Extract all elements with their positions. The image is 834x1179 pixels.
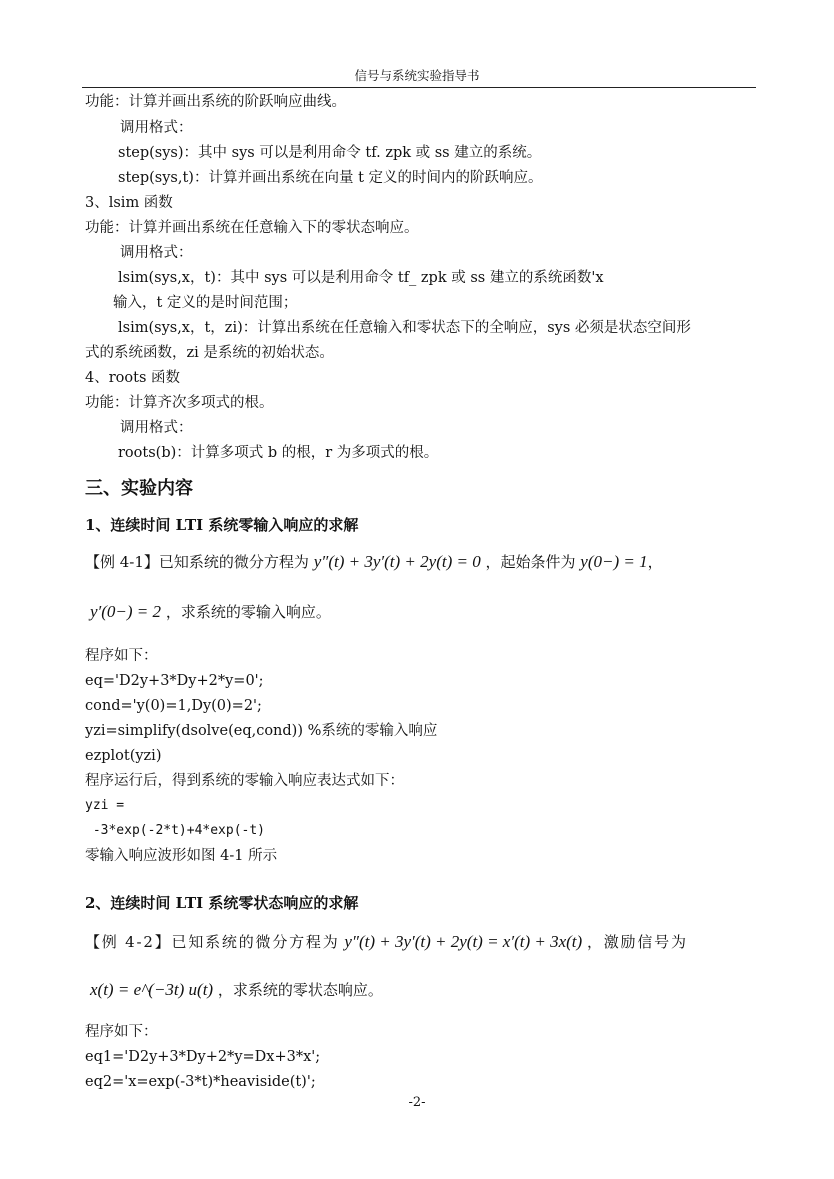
lsim-usage-2-cont: 式的系统函数，zi 是系统的初始状态。 [85, 345, 334, 361]
roots-usage-1: roots(b)：计算多项式 b 的根，r 为多项式的根。 [118, 445, 439, 461]
example-4-2-mid: ，激励信号为 [586, 933, 688, 951]
example-4-2-statement-cont [90, 978, 383, 1002]
lsim-usage-1-cont: 输入，t 定义的是时间范围； [113, 295, 298, 311]
code-line: ezplot(yzi) [85, 748, 162, 764]
example-4-2-statement [85, 930, 688, 954]
example-4-1-statement [85, 550, 663, 574]
waveform-caption: 零输入响应波形如图 4-1 所示 [85, 848, 278, 864]
code-line: eq1='D2y+3*Dy+2*y=Dx+3*x'; [85, 1049, 321, 1065]
roots-heading: 4、roots 函数 [85, 370, 180, 386]
output-line: yzi = [85, 798, 125, 813]
step-function-desc: 功能：计算并画出系统的阶跃响应曲线。 [85, 94, 346, 110]
output-line: -3*exp(-2*t)+4*exp(-t) [85, 823, 266, 838]
lsim-usage-label: 调用格式： [120, 245, 193, 261]
roots-usage-label: 调用格式： [120, 420, 193, 436]
example-4-1-initial-1: y(0−) = 1 [580, 552, 648, 571]
header-rule [82, 87, 756, 88]
step-usage-1: step(sys)：其中 sys 可以是利用命令 tf. zpk 或 ss 建立的系统。 [118, 145, 542, 161]
code-line: eq2='x=exp(-3*t)*heaviside(t)'; [85, 1074, 316, 1090]
result-intro: 程序运行后，得到系统的零输入响应表达式如下： [85, 773, 404, 789]
lsim-function-desc: 功能：计算并画出系统在任意输入下的零状态响应。 [85, 220, 419, 236]
example-4-1-mid: ，起始条件为 [485, 553, 576, 571]
example-4-2-tail: ，求系统的零状态响应。 [217, 981, 383, 999]
code-line: cond='y(0)=1,Dy(0)=2'; [85, 698, 262, 714]
example-4-1-tail: ，求系统的零输入响应。 [165, 603, 331, 621]
subsection-1-heading: 1、连续时间 LTI 系统零输入响应的求解 [85, 516, 359, 534]
example-4-1-statement-cont [90, 600, 331, 624]
program-intro-2: 程序如下： [85, 1024, 158, 1040]
example-4-2-equation: y″(t) + 3y′(t) + 2y(t) = x′(t) + 3x(t) [344, 932, 583, 951]
roots-function-desc: 功能：计算齐次多项式的根。 [85, 395, 274, 411]
code-line: yzi=simplify(dsolve(eq,cond)) %系统的零输入响应 [85, 723, 438, 739]
section-heading: 三、实验内容 [85, 478, 193, 499]
lsim-heading: 3、lsim 函数 [85, 195, 173, 211]
subsection-2-heading: 2、连续时间 LTI 系统零状态响应的求解 [85, 894, 359, 912]
page-number: -2- [408, 1095, 426, 1110]
example-4-1-sep: ， [647, 553, 663, 571]
example-4-1-label: 【例 4-1】已知系统的微分方程为 [85, 553, 309, 571]
step-usage-label: 调用格式： [120, 120, 193, 136]
running-header: 信号与系统实验指导书 [354, 68, 480, 83]
step-usage-2: step(sys,t)：计算并画出系统在向量 t 定义的时间内的阶跃响应。 [118, 170, 543, 186]
lsim-usage-2: lsim(sys,x，t，zi)：计算出系统在任意输入和零状态下的全响应，sys 必须是状态空间形 [118, 320, 691, 336]
program-intro-1: 程序如下： [85, 648, 158, 664]
example-4-2-label: 【例 4-2】已知系统的微分方程为 [85, 933, 340, 951]
example-4-1-initial-2: y′(0−) = 2 [90, 602, 162, 621]
code-line: eq='D2y+3*Dy+2*y=0'; [85, 673, 264, 689]
example-4-1-equation: y″(t) + 3y′(t) + 2y(t) = 0 [313, 552, 481, 571]
example-4-2-signal: x(t) = e^(−3t) u(t) [90, 980, 214, 999]
lsim-usage-1: lsim(sys,x，t)：其中 sys 可以是利用命令 tf_ zpk 或 ss 建立的系统函数'x [118, 270, 604, 286]
